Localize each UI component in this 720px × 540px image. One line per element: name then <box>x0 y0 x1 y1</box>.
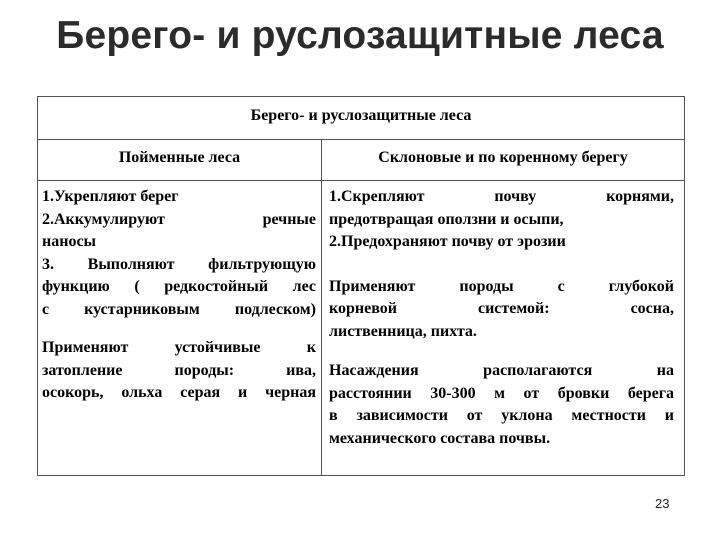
left-line: 2.Аккумулируют речные <box>42 210 316 228</box>
left-line: функцию ( редкостойный лес <box>42 278 316 295</box>
left-line: Применяют устойчивые к <box>42 339 316 356</box>
right-line: механического состава почвы. <box>329 429 551 447</box>
table-header: Берего- и руслозащитные леса <box>38 97 684 140</box>
column-divider <box>321 140 322 475</box>
table-subheader-row <box>38 140 684 181</box>
right-line: корневой системой: сосна, <box>329 300 674 317</box>
right-cell <box>329 186 674 450</box>
right-line: в зависимости от уклона местности и <box>329 407 674 424</box>
forest-table <box>37 96 685 476</box>
left-line: затопление породы: ива, <box>42 361 316 379</box>
left-line: наносы <box>42 233 97 250</box>
right-line: Насаждения располагаются на <box>329 362 674 379</box>
page-number: 23 <box>655 496 670 511</box>
col-right-title: Склоновые и по коренному берегу <box>378 149 628 166</box>
left-cell <box>42 186 316 405</box>
left-line: с кустарниковым подлеском) <box>42 300 316 318</box>
right-line: 1.Скрепляют почву корнями, <box>329 188 674 205</box>
left-line: 1.Укрепляют берег <box>42 188 179 205</box>
right-line: расстоянии 30-300 м от бровки берега <box>329 384 674 402</box>
right-line: Применяют породы с глубокой <box>329 277 674 295</box>
right-line: лиственница, пихта. <box>329 322 477 340</box>
right-line: предотвращая оползни и осыпи, <box>329 210 564 228</box>
col-left-title: Пойменные леса <box>118 149 241 166</box>
left-line: 3. Выполняют фильтрующую <box>42 255 316 273</box>
slide-title: Берего- и руслозащитные леса <box>56 14 664 57</box>
right-line: 2.Предохраняют почву от эрозии <box>329 233 566 250</box>
left-line: осокорь, ольха серая и черная <box>42 384 316 401</box>
